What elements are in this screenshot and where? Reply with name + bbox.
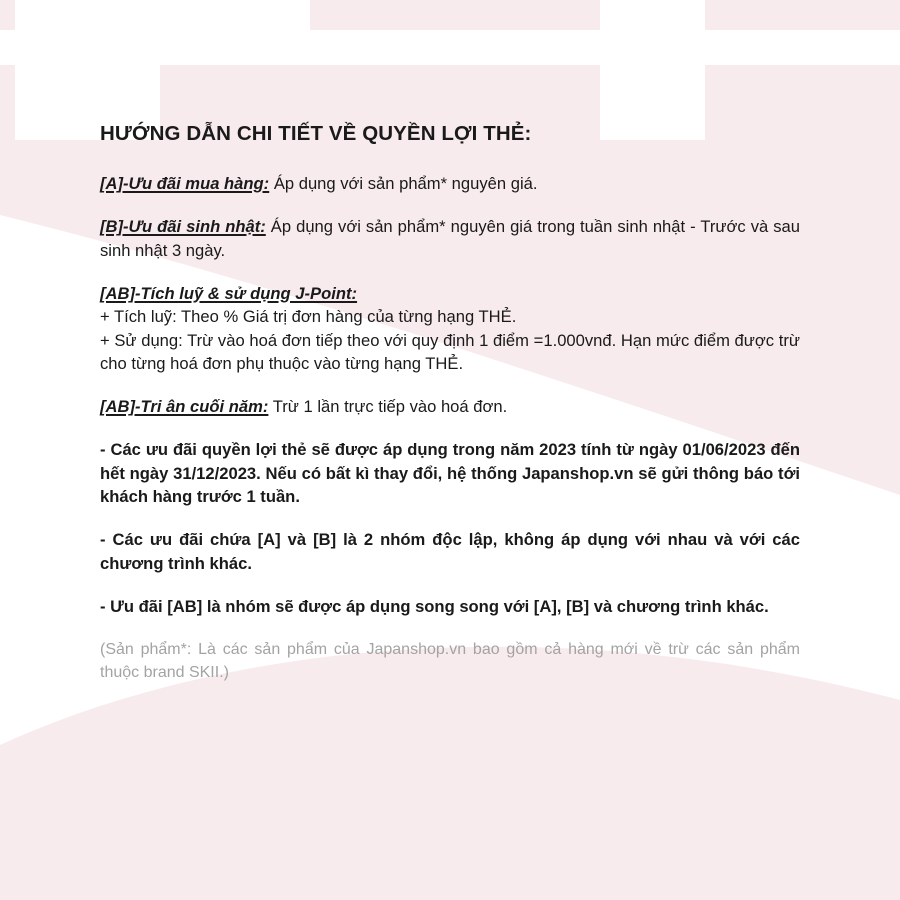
footnote: (Sản phẩm*: Là các sản phẩm của Japanshop.vn bao gồm cả hàng mới về trừ các sản phẩm thuộc brand SKII.) [100, 640, 800, 681]
section-a-text: Áp dụng với sản phẩm* nguyên giá. [269, 174, 538, 193]
note-independent-groups: - Các ưu đãi chứa [A] và [B] là 2 nhóm độc lập, không áp dụng với nhau và với các chương trình khác. [100, 530, 800, 573]
section-ab-points-line: + Tích luỹ: Theo % Giá trị đơn hàng của từng hạng THẺ. [100, 307, 517, 326]
page-title: HƯỚNG DẪN CHI TIẾT VỀ QUYỀN LỢI THẺ: [100, 122, 532, 145]
note-ab-parallel: - Ưu đãi [AB] là nhóm sẽ được áp dụng song song với [A], [B] và chương trình khác. [100, 596, 769, 616]
section-b-text: Áp dụng với sản phẩm* nguyên giá trong tuần sinh nhật - Trước và sau sinh nhật 3 ngày. [100, 217, 800, 260]
note-validity: - Các ưu đãi quyền lợi thẻ sẽ được áp dụng trong năm 2023 tính từ ngày 01/06/2023 đến hết ngày 31/12/2023. Nếu có bất kì thay đổi, hệ thống Japanshop.vn sẽ gửi thông báo tới khách hàng trước 1 tuần. [100, 440, 800, 506]
card-benefits-guide [100, 118, 800, 685]
section-ab-yearend-heading: [AB]-Tri ân cuối năm: [100, 397, 269, 416]
section-ab-points-line: + Sử dụng: Trừ vào hoá đơn tiếp theo với quy định 1 điểm =1.000vnđ. Hạn mức điểm được trừ cho từng hoá đơn phụ thuộc vào từng hạng THẺ. [100, 330, 800, 373]
section-ab-yearend [100, 395, 800, 419]
section-a [100, 172, 800, 196]
section-ab-yearend-text: Trừ 1 lần trực tiếp vào hoá đơn. [268, 397, 508, 416]
section-ab-points [100, 282, 800, 376]
section-a-heading: [A]-Ưu đãi mua hàng: [100, 174, 270, 193]
section-ab-points-heading: [AB]-Tích luỹ & sử dụng J-Point: [100, 283, 358, 303]
section-b-heading: [B]-Ưu đãi sinh nhật: [100, 217, 266, 236]
section-b [100, 215, 800, 262]
